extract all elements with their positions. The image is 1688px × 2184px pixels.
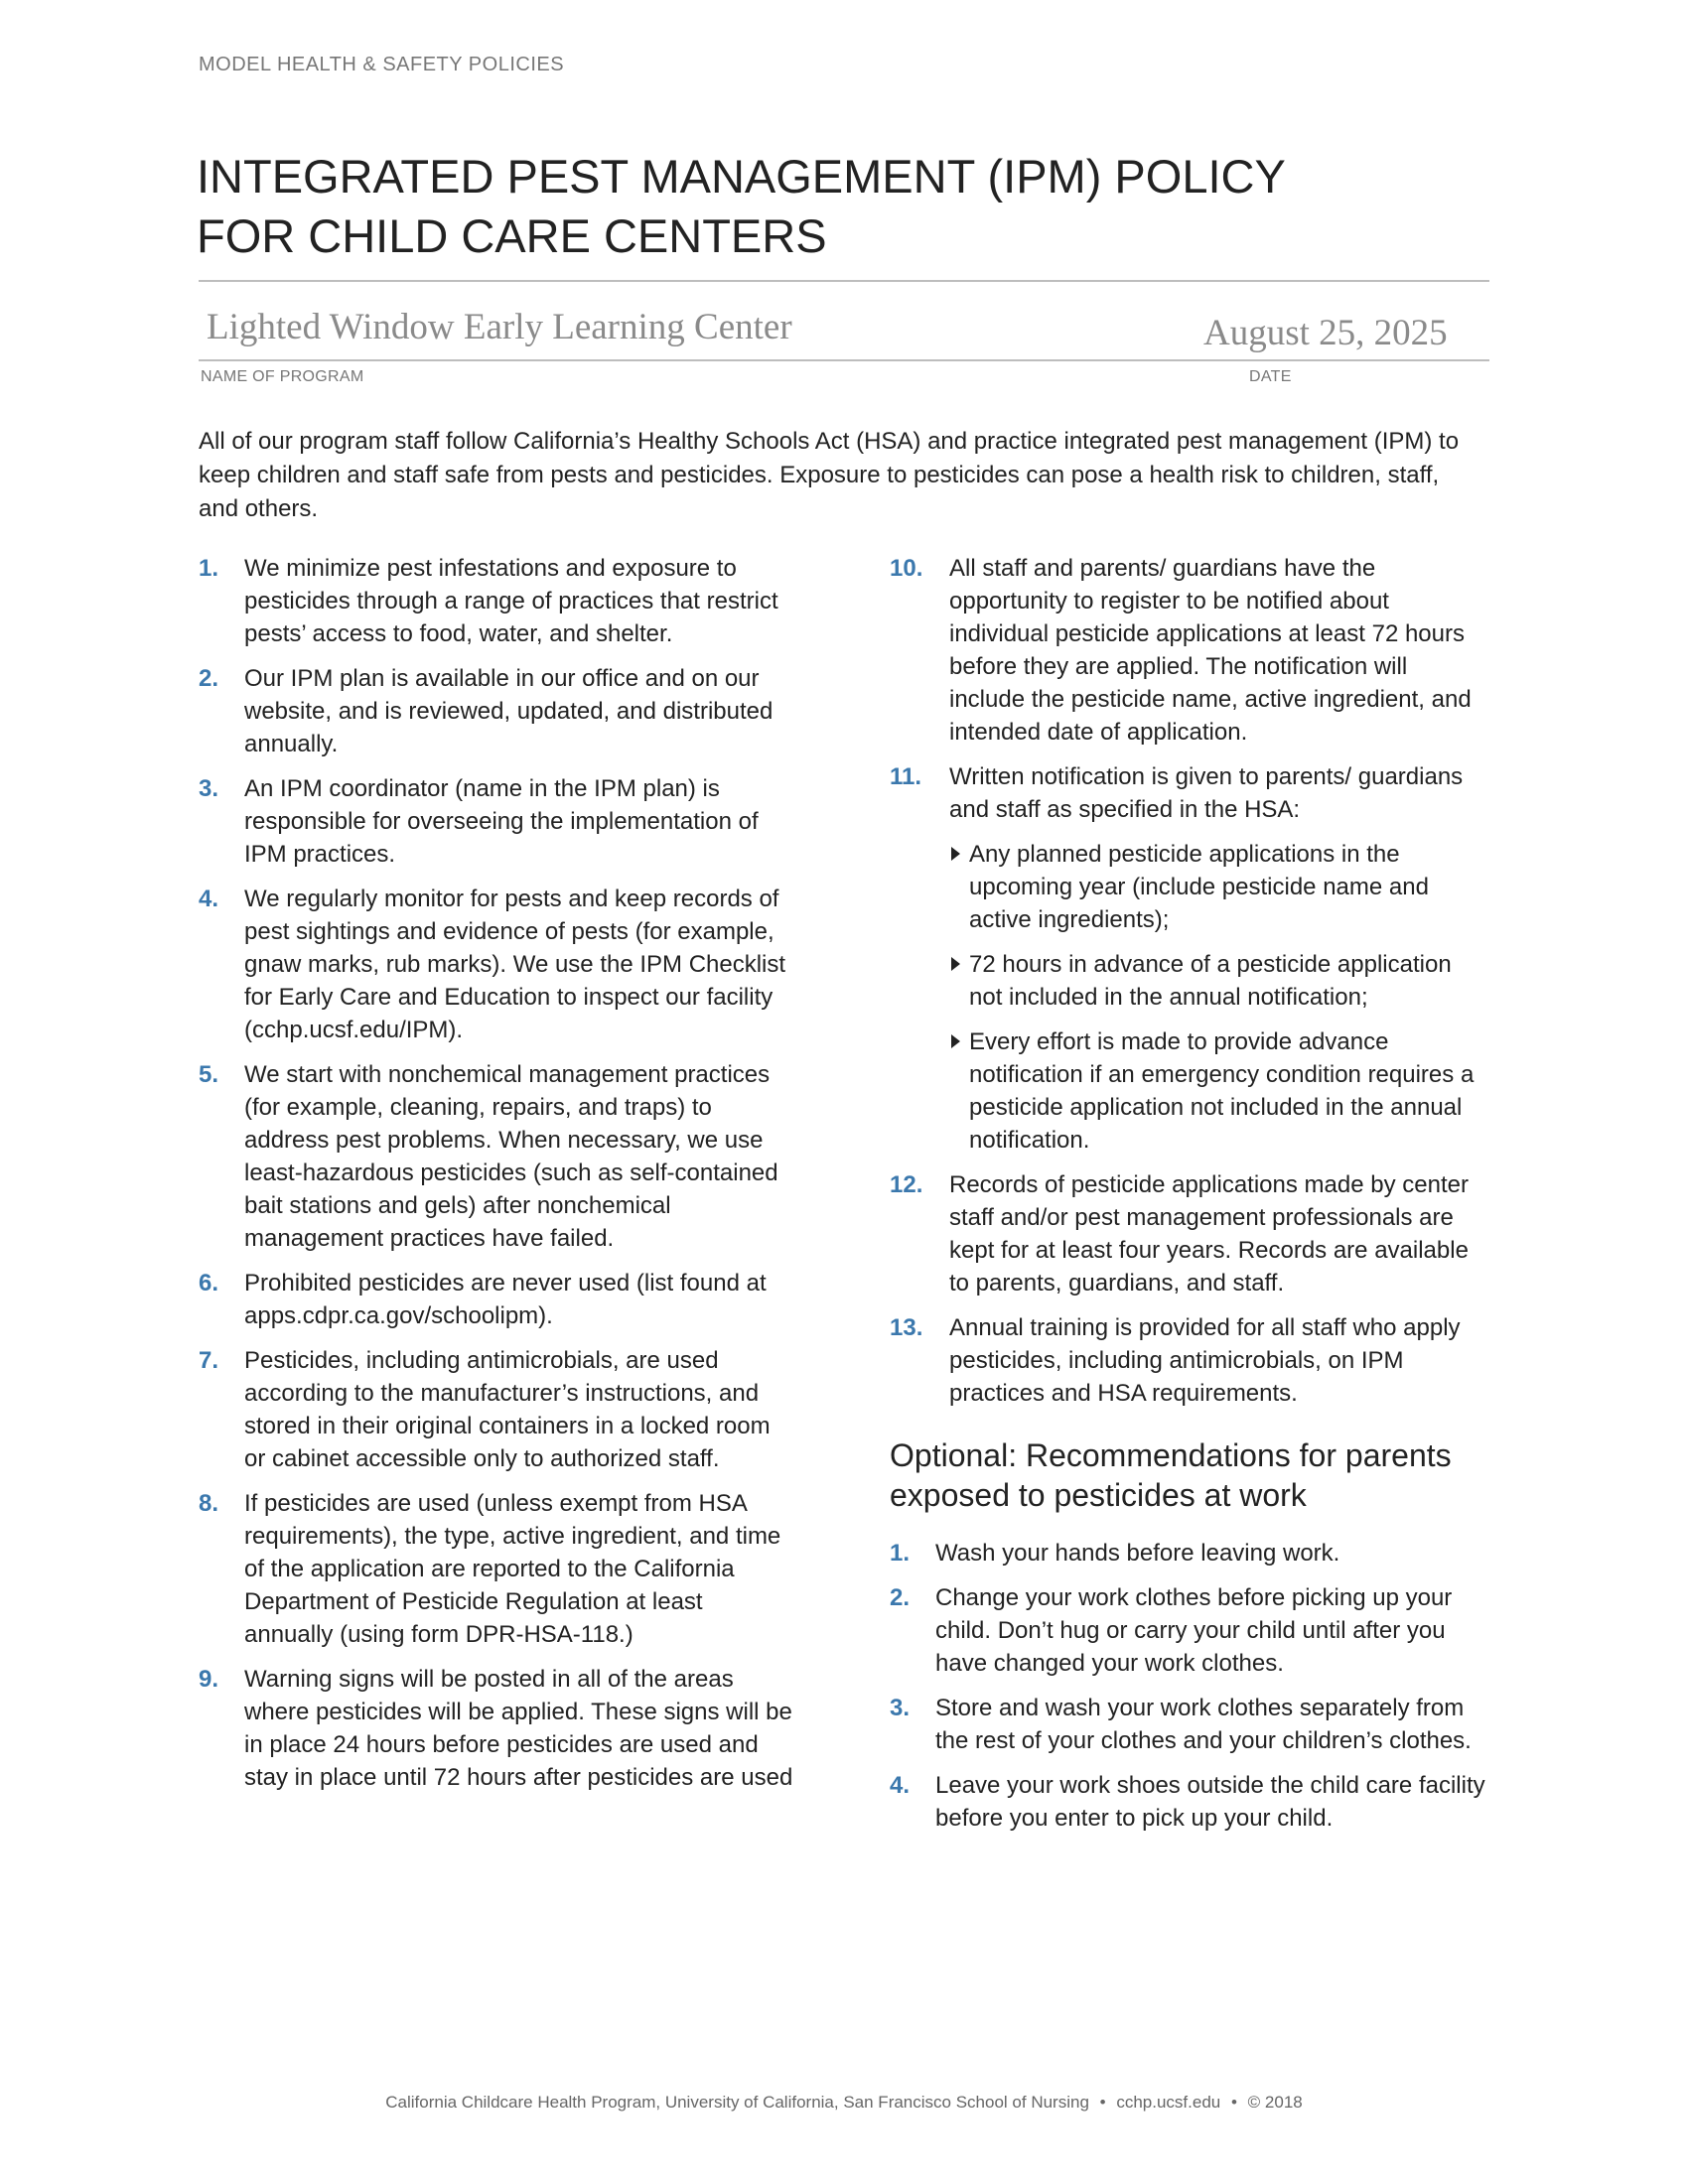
policy-text: Warning signs will be posted in all of the areas where pesticides will be applied. These signs will be in place 24 hours before pesticides are used and stay in place until 72 hours after pesticides are used <box>244 1666 793 1791</box>
title-divider <box>199 280 1489 282</box>
running-head: MODEL HEALTH & SAFETY POLICIES <box>199 54 565 75</box>
triangle-bullet-icon <box>951 957 960 971</box>
sub-list-item <box>949 948 1485 1014</box>
form-field-underline <box>199 359 1489 361</box>
policy-text: Pesticides, including antimicrobials, are used according to the manufacturer’s instructions, and stored in their original containers in a locked room or cabinet accessible only to authorized staff. <box>244 1347 771 1472</box>
policy-number: 3. <box>199 775 219 802</box>
recommendation-text: Change your work clothes before picking up your child. Don’t hug or carry your child until after you have changed your work clothes. <box>935 1584 1453 1677</box>
triangle-bullet-icon <box>951 1034 960 1048</box>
policy-number: 9. <box>199 1666 219 1693</box>
policy-text: Records of pesticide applications made by center staff and/or pest management professionals are kept for at least four years. Records are available to parents, guardians, and staff. <box>949 1171 1469 1297</box>
policy-item <box>199 883 794 1046</box>
policy-number: 4. <box>199 886 219 912</box>
date-value: August 25, 2025 <box>1203 313 1448 353</box>
recommendation-item <box>890 1692 1485 1757</box>
title-line-1: INTEGRATED PEST MANAGEMENT (IPM) POLICY <box>197 150 1286 203</box>
right-column <box>890 552 1485 1846</box>
footer-copyright: © 2018 <box>1247 2093 1303 2112</box>
policy-item <box>199 662 794 760</box>
policy-text: All staff and parents/ guardians have the opportunity to register to be notified about individual pesticide applications at least 72 hours before they are applied. The notification will include the pesticide name, active ingredient, and intended date of application. <box>949 555 1472 746</box>
policy-number: 7. <box>199 1347 219 1374</box>
policy-list-right <box>890 552 1485 1410</box>
recommendation-text: Store and wash your work clothes separately from the rest of your clothes and your children’s clothes. <box>935 1695 1472 1754</box>
policy-item <box>890 552 1485 749</box>
policy-item <box>199 772 794 871</box>
triangle-bullet-icon <box>951 847 960 861</box>
policy-text: We minimize pest infestations and exposure to pesticides through a range of practices that restrict pests’ access to food, water, and shelter. <box>244 555 778 647</box>
policy-text: Written notification is given to parents/ guardians and staff as specified in the HSA: <box>949 763 1464 823</box>
sub-item-text: Every effort is made to provide advance notification if an emergency condition requires a pesticide application not included in the annual notification. <box>969 1028 1475 1154</box>
sub-list-item <box>949 1025 1485 1157</box>
sub-list-item <box>949 838 1485 936</box>
document-title <box>197 147 1487 266</box>
intro-paragraph: All of our program staff follow California’s Healthy Schools Act (HSA) and practice integrated pest management (IPM) to keep children and staff safe from pests and pesticides. Exposure to pesticides can pose a health risk to children, staff, and others. <box>199 428 1460 522</box>
program-name-value: Lighted Window Early Learning Center <box>207 307 792 347</box>
policy-text: Annual training is provided for all staff who apply pesticides, including antimicrobials, on IPM practices and HSA requirements. <box>949 1314 1461 1407</box>
program-name-label: NAME OF PROGRAM <box>201 368 364 385</box>
sub-item-text: 72 hours in advance of a pesticide application not included in the annual notification; <box>969 951 1452 1011</box>
recommendation-text: Wash your hands before leaving work. <box>935 1540 1340 1567</box>
optional-section-heading: Optional: Recommendations for parents exposed to pesticides at work <box>890 1437 1452 1513</box>
policy-number: 8. <box>199 1490 219 1517</box>
policy-item <box>199 1344 794 1475</box>
policy-text: If pesticides are used (unless exempt from HSA requirements), the type, active ingredient, and time of the application are reported to the California Department of Pesticide Regulation at least annually (using form DPR-HSA-118.) <box>244 1490 781 1648</box>
policy-item <box>199 1267 794 1332</box>
policy-number: 12. <box>890 1171 923 1198</box>
recommendation-item <box>890 1537 1485 1570</box>
title-line-2: FOR CHILD CARE CENTERS <box>197 209 827 262</box>
recommendation-item <box>890 1581 1485 1680</box>
page-footer <box>0 2093 1688 2113</box>
policy-number: 6. <box>199 1270 219 1297</box>
policy-number: 13. <box>890 1314 923 1341</box>
policy-item <box>199 1058 794 1255</box>
policy-item <box>199 1487 794 1651</box>
optional-recommendations-list <box>890 1537 1485 1835</box>
policy-text: Prohibited pesticides are never used (list found at apps.cdpr.ca.gov/schoolipm). <box>244 1270 767 1329</box>
notification-sub-list <box>949 838 1485 1157</box>
footer-separator: • <box>1099 2093 1106 2112</box>
policy-text: We regularly monitor for pests and keep records of pest sightings and evidence of pests (for example, gnaw marks, rub marks). We use the IPM Checklist for Early Care and Education to inspect our facility (cchp.ucsf.edu/IPM). <box>244 886 786 1043</box>
recommendation-text: Leave your work shoes outside the child care facility before you enter to pick up your child. <box>935 1772 1485 1832</box>
recommendation-number: 1. <box>890 1540 911 1567</box>
policy-item <box>890 1168 1485 1299</box>
policy-text: Our IPM plan is available in our office and on our website, and is reviewed, updated, and distributed annually. <box>244 665 774 757</box>
recommendation-number: 2. <box>890 1584 911 1611</box>
date-label: DATE <box>1249 368 1292 385</box>
policy-text: An IPM coordinator (name in the IPM plan) is responsible for overseeing the implementation of IPM practices. <box>244 775 759 868</box>
policy-item <box>199 552 794 650</box>
policy-number: 2. <box>199 665 219 692</box>
recommendation-item <box>890 1769 1485 1835</box>
policy-list-left <box>199 552 794 1806</box>
policy-number: 11. <box>890 763 922 790</box>
policy-number: 10. <box>890 555 923 582</box>
policy-number: 5. <box>199 1061 219 1088</box>
policy-item <box>199 1663 794 1794</box>
recommendation-number: 4. <box>890 1772 911 1799</box>
recommendation-number: 3. <box>890 1695 911 1721</box>
policy-number: 1. <box>199 555 219 582</box>
footer-org: California Childcare Health Program, University of California, San Francisco School of Nursing <box>385 2093 1089 2112</box>
policy-text: We start with nonchemical management practices (for example, cleaning, repairs, and traps) to address pest problems. When necessary, we use least-hazardous pesticides (such as self-contained bait stations and gels) after nonchemical management practices have failed. <box>244 1061 778 1252</box>
policy-item <box>890 760 1485 1157</box>
footer-site: cchp.ucsf.edu <box>1116 2093 1221 2112</box>
sub-item-text: Any planned pesticide applications in the upcoming year (include pesticide name and active ingredients); <box>969 841 1429 933</box>
footer-separator: • <box>1230 2093 1237 2112</box>
policy-item <box>890 1311 1485 1410</box>
